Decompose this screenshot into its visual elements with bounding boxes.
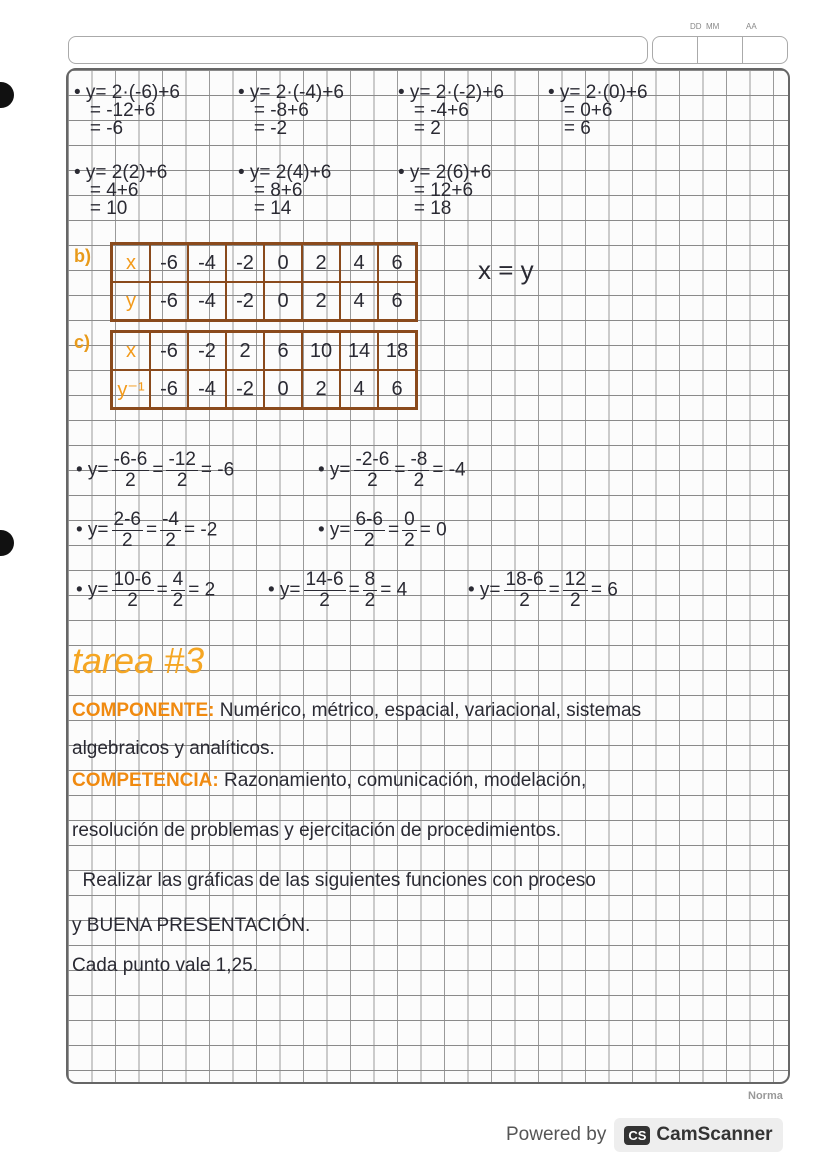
binder-hole [0, 530, 14, 556]
result: 2 [204, 579, 216, 601]
calc-line: • y= 2·(-2)+6 [398, 82, 504, 103]
table-cell: 10 [302, 332, 340, 371]
table-c [110, 330, 418, 410]
equation-prefix: • y= [76, 459, 109, 481]
table-cell: -4 [188, 370, 226, 409]
label-b: b) [74, 246, 91, 266]
table-cell: -2 [226, 244, 264, 283]
fraction [563, 570, 588, 611]
table-cell: 4 [340, 244, 378, 283]
table-cell: -6 [150, 244, 188, 283]
calc-line: = 2 [398, 118, 441, 139]
brand-norma: Norma [748, 1090, 783, 1102]
table-row [112, 282, 417, 321]
calc-line: • y= 2(4)+6 [238, 162, 332, 183]
equation-prefix: • y= [268, 579, 301, 601]
camscanner-name: CamScanner [656, 1124, 773, 1145]
fraction-equation: • y= $\frac{10-6}{2}$ = $\frac{4}{2}$ = 2 [76, 569, 216, 611]
table-row [112, 332, 417, 371]
fraction [171, 570, 186, 611]
result: 0 [436, 519, 447, 541]
fraction [166, 450, 197, 491]
numerator: -4 [162, 509, 180, 530]
table-cell: 6 [378, 282, 417, 321]
fraction [304, 570, 346, 611]
table-cell: -6 [150, 370, 188, 409]
numerator: -2-6 [355, 449, 390, 470]
numerator: 12 [564, 569, 586, 590]
calc-line: = 12+6 [398, 180, 474, 201]
denominator: 2 [176, 470, 188, 491]
competencia-line-2: resolución de problemas y ejercitación de procedimientos. [72, 820, 561, 841]
table-header-cell: x [112, 244, 151, 283]
camscanner-badge [614, 1118, 782, 1152]
table-cell: 2 [302, 244, 340, 283]
calc-line: = 4+6 [74, 180, 139, 201]
competencia-label: COMPETENCIA: [72, 770, 219, 791]
fraction [160, 510, 181, 551]
numerator: -8 [410, 449, 428, 470]
denominator: 2 [364, 590, 376, 611]
calc-line: = -12+6 [74, 100, 156, 121]
date-boxes [652, 36, 788, 64]
calc-line: • y= 2(6)+6 [398, 162, 492, 183]
fraction [408, 450, 429, 491]
calc-line: • y= 2·(-4)+6 [238, 82, 344, 103]
table-cell: 6 [378, 244, 417, 283]
denominator: 2 [413, 470, 425, 491]
denominator: 2 [127, 590, 138, 611]
calc-line: = 0+6 [548, 100, 613, 121]
calc-line: • y= 2(2)+6 [74, 162, 168, 183]
fraction [402, 510, 417, 551]
table-cell: -4 [188, 282, 226, 321]
fraction [504, 570, 546, 611]
denominator: 2 [319, 590, 330, 611]
aa-label: AA [746, 22, 757, 31]
table-cell: 0 [264, 282, 302, 321]
competencia-text: Razonamiento, comunicación, modelación, [218, 770, 587, 791]
fraction [112, 450, 150, 491]
denominator: 2 [404, 530, 415, 551]
table-cell: -6 [150, 282, 188, 321]
equation-prefix: • y= [318, 459, 351, 481]
fraction-equation: • y= $\frac{14-6}{2}$ = $\frac{8}{2}$ = 4 [268, 569, 408, 611]
table-cell: 4 [340, 370, 378, 409]
table-row [112, 370, 417, 409]
equation-prefix: • y= [468, 579, 501, 601]
calc-line: = 6 [548, 118, 591, 139]
numerator: 4 [172, 569, 184, 590]
denominator: 2 [165, 530, 176, 551]
equation-prefix: • y= [76, 579, 109, 601]
fraction [112, 510, 143, 551]
fraction-equation: • y= $\frac{18-6}{2}$ = $\frac{12}{2}$ = 6 [468, 569, 618, 611]
table-cell: 4 [340, 282, 378, 321]
numerator: 6-6 [355, 509, 383, 530]
calc-line: = 10 [74, 198, 128, 219]
table-cell: 0 [264, 370, 302, 409]
table-cell: 2 [226, 332, 264, 371]
table-cell: -2 [188, 332, 226, 371]
camscanner-logo-icon: CS [624, 1126, 650, 1145]
table-cell: -4 [188, 244, 226, 283]
denominator: 2 [519, 590, 530, 611]
table-cell: -2 [226, 370, 264, 409]
numerator: 10-6 [113, 569, 152, 590]
result: 4 [396, 579, 408, 601]
notebook-header-box [68, 36, 648, 64]
calc-line: = -4+6 [398, 100, 469, 121]
table-cell: 6 [264, 332, 302, 371]
table-cell: -6 [150, 332, 188, 371]
note-x-equals-y: x = y [478, 255, 534, 285]
calc-line: • y= 2·(-6)+6 [74, 82, 180, 103]
table-cell: 18 [378, 332, 417, 371]
numerator: 2-6 [113, 509, 141, 530]
tarea-title: tarea #3 [72, 640, 205, 681]
denominator: 2 [172, 590, 184, 611]
fraction-equation: • y= $\frac{2-6}{2}$ = $\frac{-4}{2}$ = -2 [76, 509, 218, 551]
equation-prefix: • y= [76, 519, 109, 541]
calc-line: = 8+6 [238, 180, 303, 201]
denominator: 2 [125, 470, 136, 491]
denominator: 2 [367, 470, 378, 491]
fraction [112, 570, 154, 611]
table-b [110, 242, 418, 322]
table-header-cell: y⁻¹ [112, 370, 151, 409]
result: -4 [448, 459, 466, 481]
denominator: 2 [363, 530, 375, 551]
result: -6 [217, 459, 235, 481]
result: -2 [200, 519, 218, 541]
calc-line: = -8+6 [238, 100, 309, 121]
componente-line [72, 700, 641, 722]
label-c: c) [74, 332, 91, 352]
mm-label: MM [706, 22, 720, 31]
equation-prefix: • y= [318, 519, 351, 541]
camscanner-watermark [506, 1118, 783, 1152]
instruction-3: Cada punto vale 1,25. [72, 955, 258, 976]
fraction [363, 570, 378, 611]
result: 6 [607, 579, 618, 601]
dd-label: DD [690, 22, 702, 31]
table-cell: 2 [302, 282, 340, 321]
binder-hole [0, 82, 14, 108]
table-cell: -2 [226, 282, 264, 321]
fraction-equation: • y= $\frac{-2-6}{2}$ = $\frac{-8}{2}$ = -4 [318, 449, 466, 491]
numerator: -6-6 [113, 449, 148, 470]
numerator: 14-6 [305, 569, 344, 590]
instruction-2: y BUENA PRESENTACIÓN. [72, 915, 311, 936]
numerator: 8 [364, 569, 376, 590]
componente-line-2: algebraicos y analíticos. [72, 738, 275, 759]
competencia-line [72, 770, 586, 792]
table-header-cell: x [112, 332, 151, 371]
numerator: -12 [168, 449, 196, 470]
fraction [354, 510, 385, 551]
table-cell: 2 [302, 370, 340, 409]
componente-text: Numérico, métrico, espacial, variacional, sistemas [214, 700, 642, 721]
denominator: 2 [569, 590, 581, 611]
table-header-cell: y [112, 282, 151, 321]
calc-line: = 14 [238, 198, 292, 219]
table-cell: 14 [340, 332, 378, 371]
table-cell: 0 [264, 244, 302, 283]
powered-by-text: Powered by [506, 1124, 607, 1145]
fraction [354, 450, 392, 491]
calc-line: = -2 [238, 118, 288, 139]
instruction-1: Realizar las gráficas de las siguientes funciones con proceso [72, 870, 596, 891]
numerator: 18-6 [505, 569, 544, 590]
calc-line: = -6 [74, 118, 124, 139]
fraction-equation: • y= $\frac{6-6}{2}$ = $\frac{0}{2}$ = 0 [318, 509, 447, 551]
numerator: 0 [404, 509, 415, 530]
denominator: 2 [121, 530, 133, 551]
calc-line: = 18 [398, 198, 452, 219]
table-row [112, 244, 417, 283]
componente-label: COMPONENTE: [72, 700, 215, 721]
fraction-equation: • y= $\frac{-6-6}{2}$ = $\frac{-12}{2}$ = -6 [76, 449, 235, 491]
calc-line: • y= 2·(0)+6 [548, 82, 648, 103]
table-cell: 6 [378, 370, 417, 409]
